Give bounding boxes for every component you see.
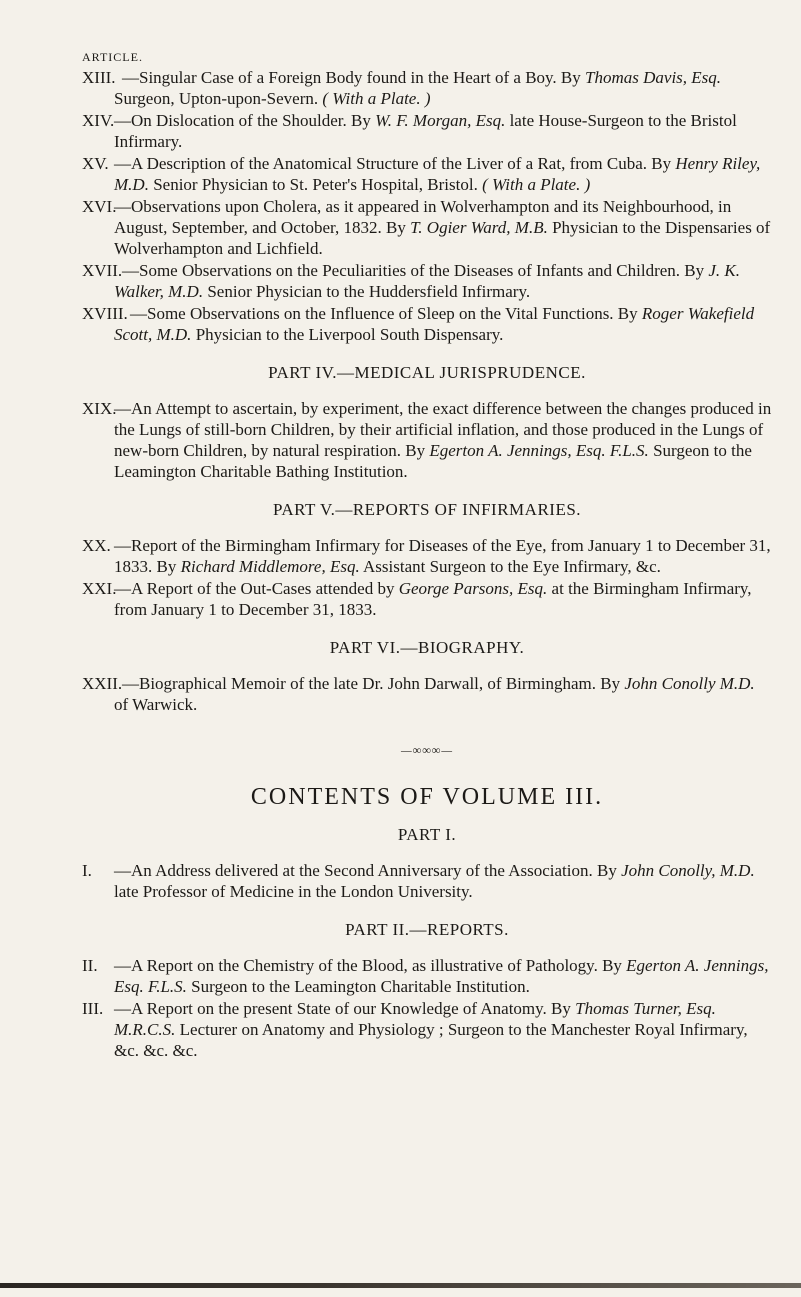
contents-entry xyxy=(82,955,772,997)
entry-text: Surgeon, Upton-upon-Severn. xyxy=(114,89,323,108)
entry-text: Physician to the Dispensaries of Wolverhampton and Lichfield. xyxy=(114,218,771,258)
contents-entry xyxy=(82,673,772,715)
entry-number: XVII. xyxy=(82,261,123,280)
entry-text: —An Address delivered at the Second Anniversary of the Association. By xyxy=(114,861,622,880)
entries-list-f xyxy=(82,955,772,1061)
entries-list-b xyxy=(82,398,772,482)
entry-text: John Conolly M.D. xyxy=(624,674,755,693)
contents-entry xyxy=(82,535,772,577)
entry-text: W. F. Morgan, Esq. xyxy=(375,111,506,130)
entry-number: XXI. xyxy=(82,579,117,598)
entry-text: J. K. Walker, M.D. xyxy=(114,261,741,301)
vol-part-i-heading: PART I. xyxy=(397,825,457,844)
part-vi-heading: PART VI.—BIOGRAPHY. xyxy=(329,638,525,657)
part-iv-heading: PART IV.—MEDICAL JURISPRUDENCE. xyxy=(268,363,586,382)
entry-text: —A Report on the Chemistry of the Blood, as illustrative of Pathology. By xyxy=(114,956,627,975)
entry-text: —A Report of the Out-Cases attended by xyxy=(114,579,399,598)
entry-text: —Observations upon Cholera, as it appeared in Wolverhampton and its Neighbourhood, in August, September, and October, 1832. By xyxy=(114,197,732,237)
entry-number: XX. xyxy=(82,536,111,555)
contents-entry xyxy=(82,67,772,109)
entries-list-c xyxy=(82,535,772,620)
contents-entry xyxy=(82,578,772,620)
entry-number: II. xyxy=(82,956,98,975)
contents-entry xyxy=(82,153,772,195)
entry-text: —Report of the Birmingham Infirmary for Diseases of the Eye, from January 1 to December 31, 1833. By xyxy=(114,536,771,576)
entries-list-d xyxy=(82,673,772,715)
entries-list-a xyxy=(82,67,772,345)
contents-entry xyxy=(82,998,772,1061)
entry-text: Egerton A. Jennings, Esq. F.L.S. xyxy=(429,441,649,460)
entry-text: John Conolly, M.D. xyxy=(621,861,755,880)
entry-number: III. xyxy=(82,999,104,1018)
entry-text: Henry Riley, M.D. xyxy=(114,154,761,194)
contents-entry xyxy=(82,303,772,345)
entry-number: XIX. xyxy=(82,399,117,418)
contents-page xyxy=(82,50,772,1062)
entry-text: Surgeon to the Leamington Charitable Institution. xyxy=(186,977,530,996)
entry-text: T. Ogier Ward, M.B. xyxy=(410,218,548,237)
entry-number: XVIII. xyxy=(82,304,128,323)
entry-text: Roger Wakefield Scott, M.D. xyxy=(114,304,755,344)
entries-list-e xyxy=(82,860,772,902)
entry-text: Lecturer on Anatomy and Physiology ; Surgeon to the Manchester Royal Infirmary, &c. &c. &c. xyxy=(114,1020,748,1060)
entry-text: Thomas Davis, Esq. xyxy=(585,68,722,87)
entry-text: Physician to the Liverpool South Dispensary. xyxy=(191,325,504,344)
entry-text: —On Dislocation of the Shoulder. By xyxy=(114,111,376,130)
ornament-divider: —∞∞∞— xyxy=(400,743,453,757)
entry-number: XV. xyxy=(82,154,109,173)
contents-entry xyxy=(82,260,772,302)
entry-text: —A Description of the Anatomical Structure of the Liver of a Rat, from Cuba. By xyxy=(114,154,676,173)
entry-text: —An Attempt to ascertain, by experiment, the exact difference between the changes produced in the Lungs of still-born Children, by their artificial inflation, and those produced in the Lungs of new-born Children, by natural respiration. By xyxy=(114,399,772,460)
entry-text: late Professor of Medicine in the London University. xyxy=(114,882,473,901)
entry-text: Thomas Turner, Esq. M.R.C.S. xyxy=(114,999,716,1039)
entry-text: of Warwick. xyxy=(114,695,198,714)
entry-text: Richard Middlemore, Esq. xyxy=(180,557,360,576)
entry-number: XXII. xyxy=(82,674,123,693)
entry-text: Egerton A. Jennings, Esq. F.L.S. xyxy=(114,956,769,996)
part-v-heading: PART V.—REPORTS OF INFIRMARIES. xyxy=(272,500,582,519)
entry-text: Assistant Surgeon to the Eye Infirmary, &c. xyxy=(359,557,661,576)
contents-entry xyxy=(82,110,772,152)
entry-number: XIII. xyxy=(82,68,116,87)
entry-text: —Some Observations on the Peculiarities of the Diseases of Infants and Children. By xyxy=(122,261,709,280)
entry-text: Senior Physician to the Huddersfield Infirmary. xyxy=(203,282,531,301)
contents-entry xyxy=(82,860,772,902)
page-bottom-edge xyxy=(0,1283,801,1288)
entry-text: late House-Surgeon to the Bristol Infirmary. xyxy=(114,111,737,151)
entry-text: Senior Physician to St. Peter's Hospital, Bristol. xyxy=(148,175,483,194)
entry-text: —Some Observations on the Influence of Sleep on the Vital Functions. By xyxy=(130,304,642,323)
entry-text: ( With a Plate. ) xyxy=(322,89,431,108)
contents-entry xyxy=(82,196,772,259)
entry-text: —Biographical Memoir of the late Dr. John Darwall, of Birmingham. By xyxy=(122,674,625,693)
vol-part-ii-heading: PART II.—REPORTS. xyxy=(345,920,509,939)
entry-number: XVI. xyxy=(82,197,117,216)
entry-text: —Singular Case of a Foreign Body found in the Heart of a Boy. By xyxy=(122,68,586,87)
entry-text: ( With a Plate. ) xyxy=(482,175,591,194)
contents-entry xyxy=(82,398,772,482)
entry-number: XIV. xyxy=(82,111,115,130)
entry-text: at the Birmingham Infirmary, from January 1 to December 31, 1833. xyxy=(114,579,752,619)
article-heading: ARTICLE. xyxy=(82,50,143,64)
entry-number: I. xyxy=(82,861,92,880)
entry-text: George Parsons, Esq. xyxy=(398,579,548,598)
entry-text: —A Report on the present State of our Knowledge of Anatomy. By xyxy=(114,999,576,1018)
volume-title: CONTENTS OF VOLUME III. xyxy=(250,784,604,810)
entry-text: Surgeon to the Leamington Charitable Bathing Institution. xyxy=(114,441,752,481)
